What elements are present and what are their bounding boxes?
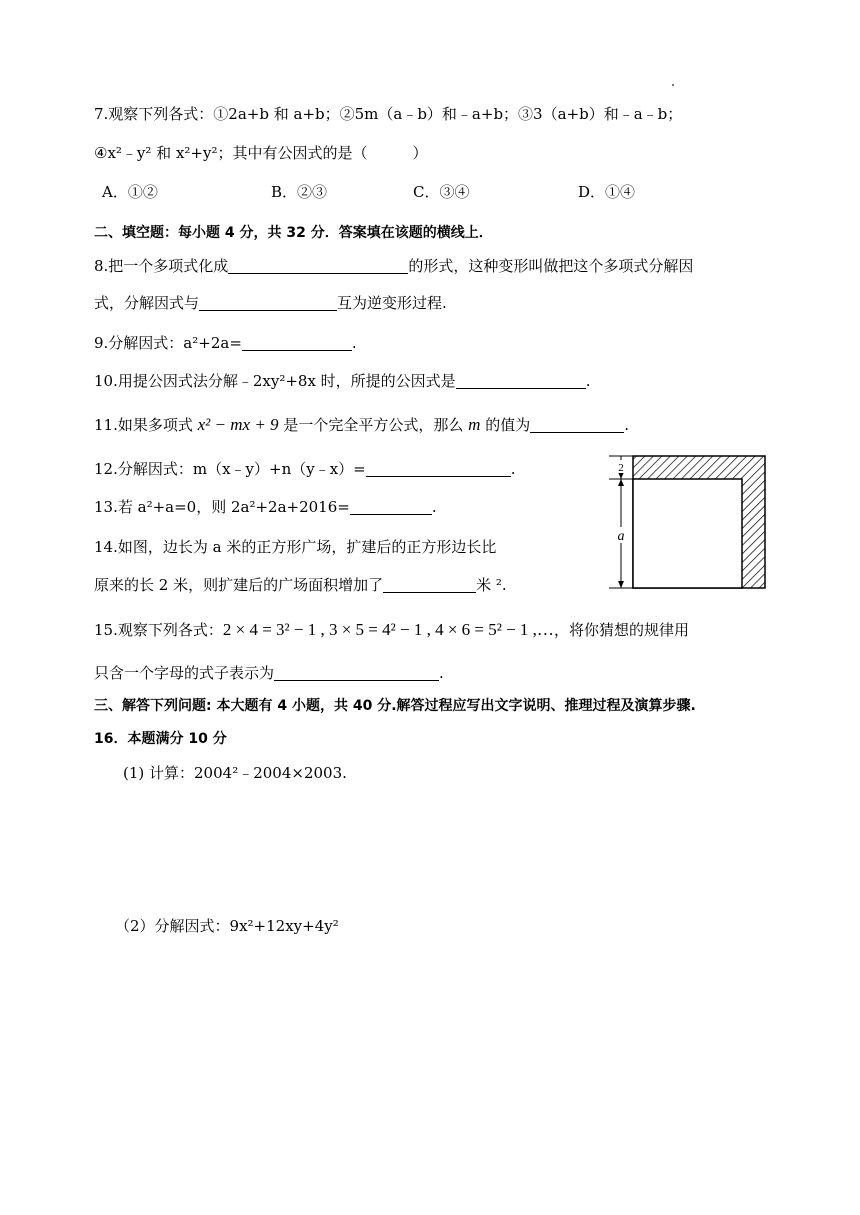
q13-line — [94, 496, 437, 518]
q11-variable-m: m — [468, 415, 481, 434]
q14-line2 — [94, 574, 507, 596]
q15-text-d: . — [439, 664, 444, 682]
q9-line — [94, 332, 357, 354]
q13-blank[interactable] — [350, 498, 432, 515]
q14-blank[interactable] — [383, 576, 476, 593]
q15-text-b: ，将你猜想的规律用 — [553, 621, 689, 639]
q14-text-a: 原来的长 2 米，则扩建后的广场面积增加了 — [94, 576, 384, 594]
q8-line1 — [94, 255, 693, 277]
q15-line2 — [94, 662, 444, 684]
q8-line2 — [94, 292, 447, 314]
q7-option-b: B．②③ — [271, 183, 328, 201]
q13-text-a: 13.若 a²+a=0，则 2a²+2a+2016= — [94, 498, 350, 516]
q7-line2: ④x²﹣y² 和 x²+y²；其中有公因式的是（ ） — [94, 144, 428, 162]
figure-label-2: 2 — [618, 462, 624, 474]
q7-option-d: D．①④ — [578, 183, 636, 201]
q11-line — [94, 414, 629, 436]
q10-text-b: . — [585, 372, 591, 390]
q8-text-c: 式，分解因式与 — [94, 294, 200, 312]
q11-text-a: 11.如果多项式 — [94, 416, 193, 434]
original-square — [633, 479, 742, 588]
q12-blank[interactable] — [366, 460, 511, 477]
q10-blank[interactable] — [456, 372, 586, 389]
q9-text-b: . — [351, 334, 357, 352]
q8-text-d: 互为逆变形过程. — [337, 294, 447, 312]
q8-text-a: 8.把一个多项式化成 — [94, 257, 229, 275]
q11-expression: x² − mx + 9 — [197, 415, 279, 434]
q11-text-d: . — [624, 416, 629, 434]
q11-text-c: 的值为 — [485, 416, 531, 434]
square-expansion-figure — [606, 452, 766, 592]
q9-text-a: 9.分解因式：a²+2a= — [94, 334, 242, 352]
q10-text-a: 10.用提公因式法分解﹣2xy²+8x 时，所提的公因式是 — [94, 372, 456, 390]
q7-line1: 7.观察下列各式：①2a+b 和 a+b；②5m（a﹣b）和﹣a+b；③3（a+b）和﹣a﹣b； — [94, 105, 683, 123]
q15-expression: 2 × 4 = 3² − 1 , 3 × 5 = 4² − 1 , 4 × 6 = 5² − 1 ,… — [222, 620, 554, 639]
dim-arrow-2 — [618, 479, 624, 486]
q8-text-b: 的形式，这种变形叫做把这个多项式分解因 — [408, 257, 694, 275]
q15-blank[interactable] — [274, 664, 439, 681]
q8-blank-2[interactable] — [199, 294, 337, 311]
q12-text-a: 12.分解因式：m（x﹣y）+n（y﹣x）= — [94, 460, 366, 478]
q14-line1: 14.如图，边长为 a 米的正方形广场，扩建后的正方形边长比 — [94, 538, 497, 556]
q7-option-a: A．①② — [102, 183, 158, 201]
q15-text-c: 只含一个字母的式子表示为 — [94, 664, 275, 682]
q10-line — [94, 370, 590, 392]
q16-part2: （2）分解因式：9x²+12xy+4y² — [115, 917, 339, 935]
q12-line — [94, 458, 516, 480]
dim-arrow-3 — [618, 581, 624, 588]
q16-part1: (1) 计算：2004²﹣2004×2003. — [123, 764, 347, 782]
q11-blank[interactable] — [530, 416, 624, 433]
q11-text-b: 是一个完全平方公式，那么 — [283, 416, 464, 434]
q9-blank[interactable] — [242, 334, 352, 351]
section2-heading: 二、填空题：每小题 4 分，共 32 分．答案填在该题的横线上． — [94, 225, 493, 241]
figure-label-a: a — [617, 529, 625, 544]
q13-text-b: . — [431, 498, 437, 516]
q12-text-b: . — [510, 460, 516, 478]
q8-blank-1[interactable] — [228, 257, 408, 274]
q16-title: 16．本题满分 10 分 — [94, 731, 227, 747]
q15-text-a: 15.观察下列各式： — [94, 621, 223, 639]
page-dot — [672, 84, 674, 86]
q14-text-b: 米 ². — [476, 576, 507, 594]
q15-line1 — [94, 619, 689, 641]
section3-heading: 三、解答下列问题: 本大题有 4 小题，共 40 分.解答过程应写出文字说明、推理过程及演算步骤. — [94, 698, 696, 714]
q7-option-c: C．③④ — [413, 183, 470, 201]
